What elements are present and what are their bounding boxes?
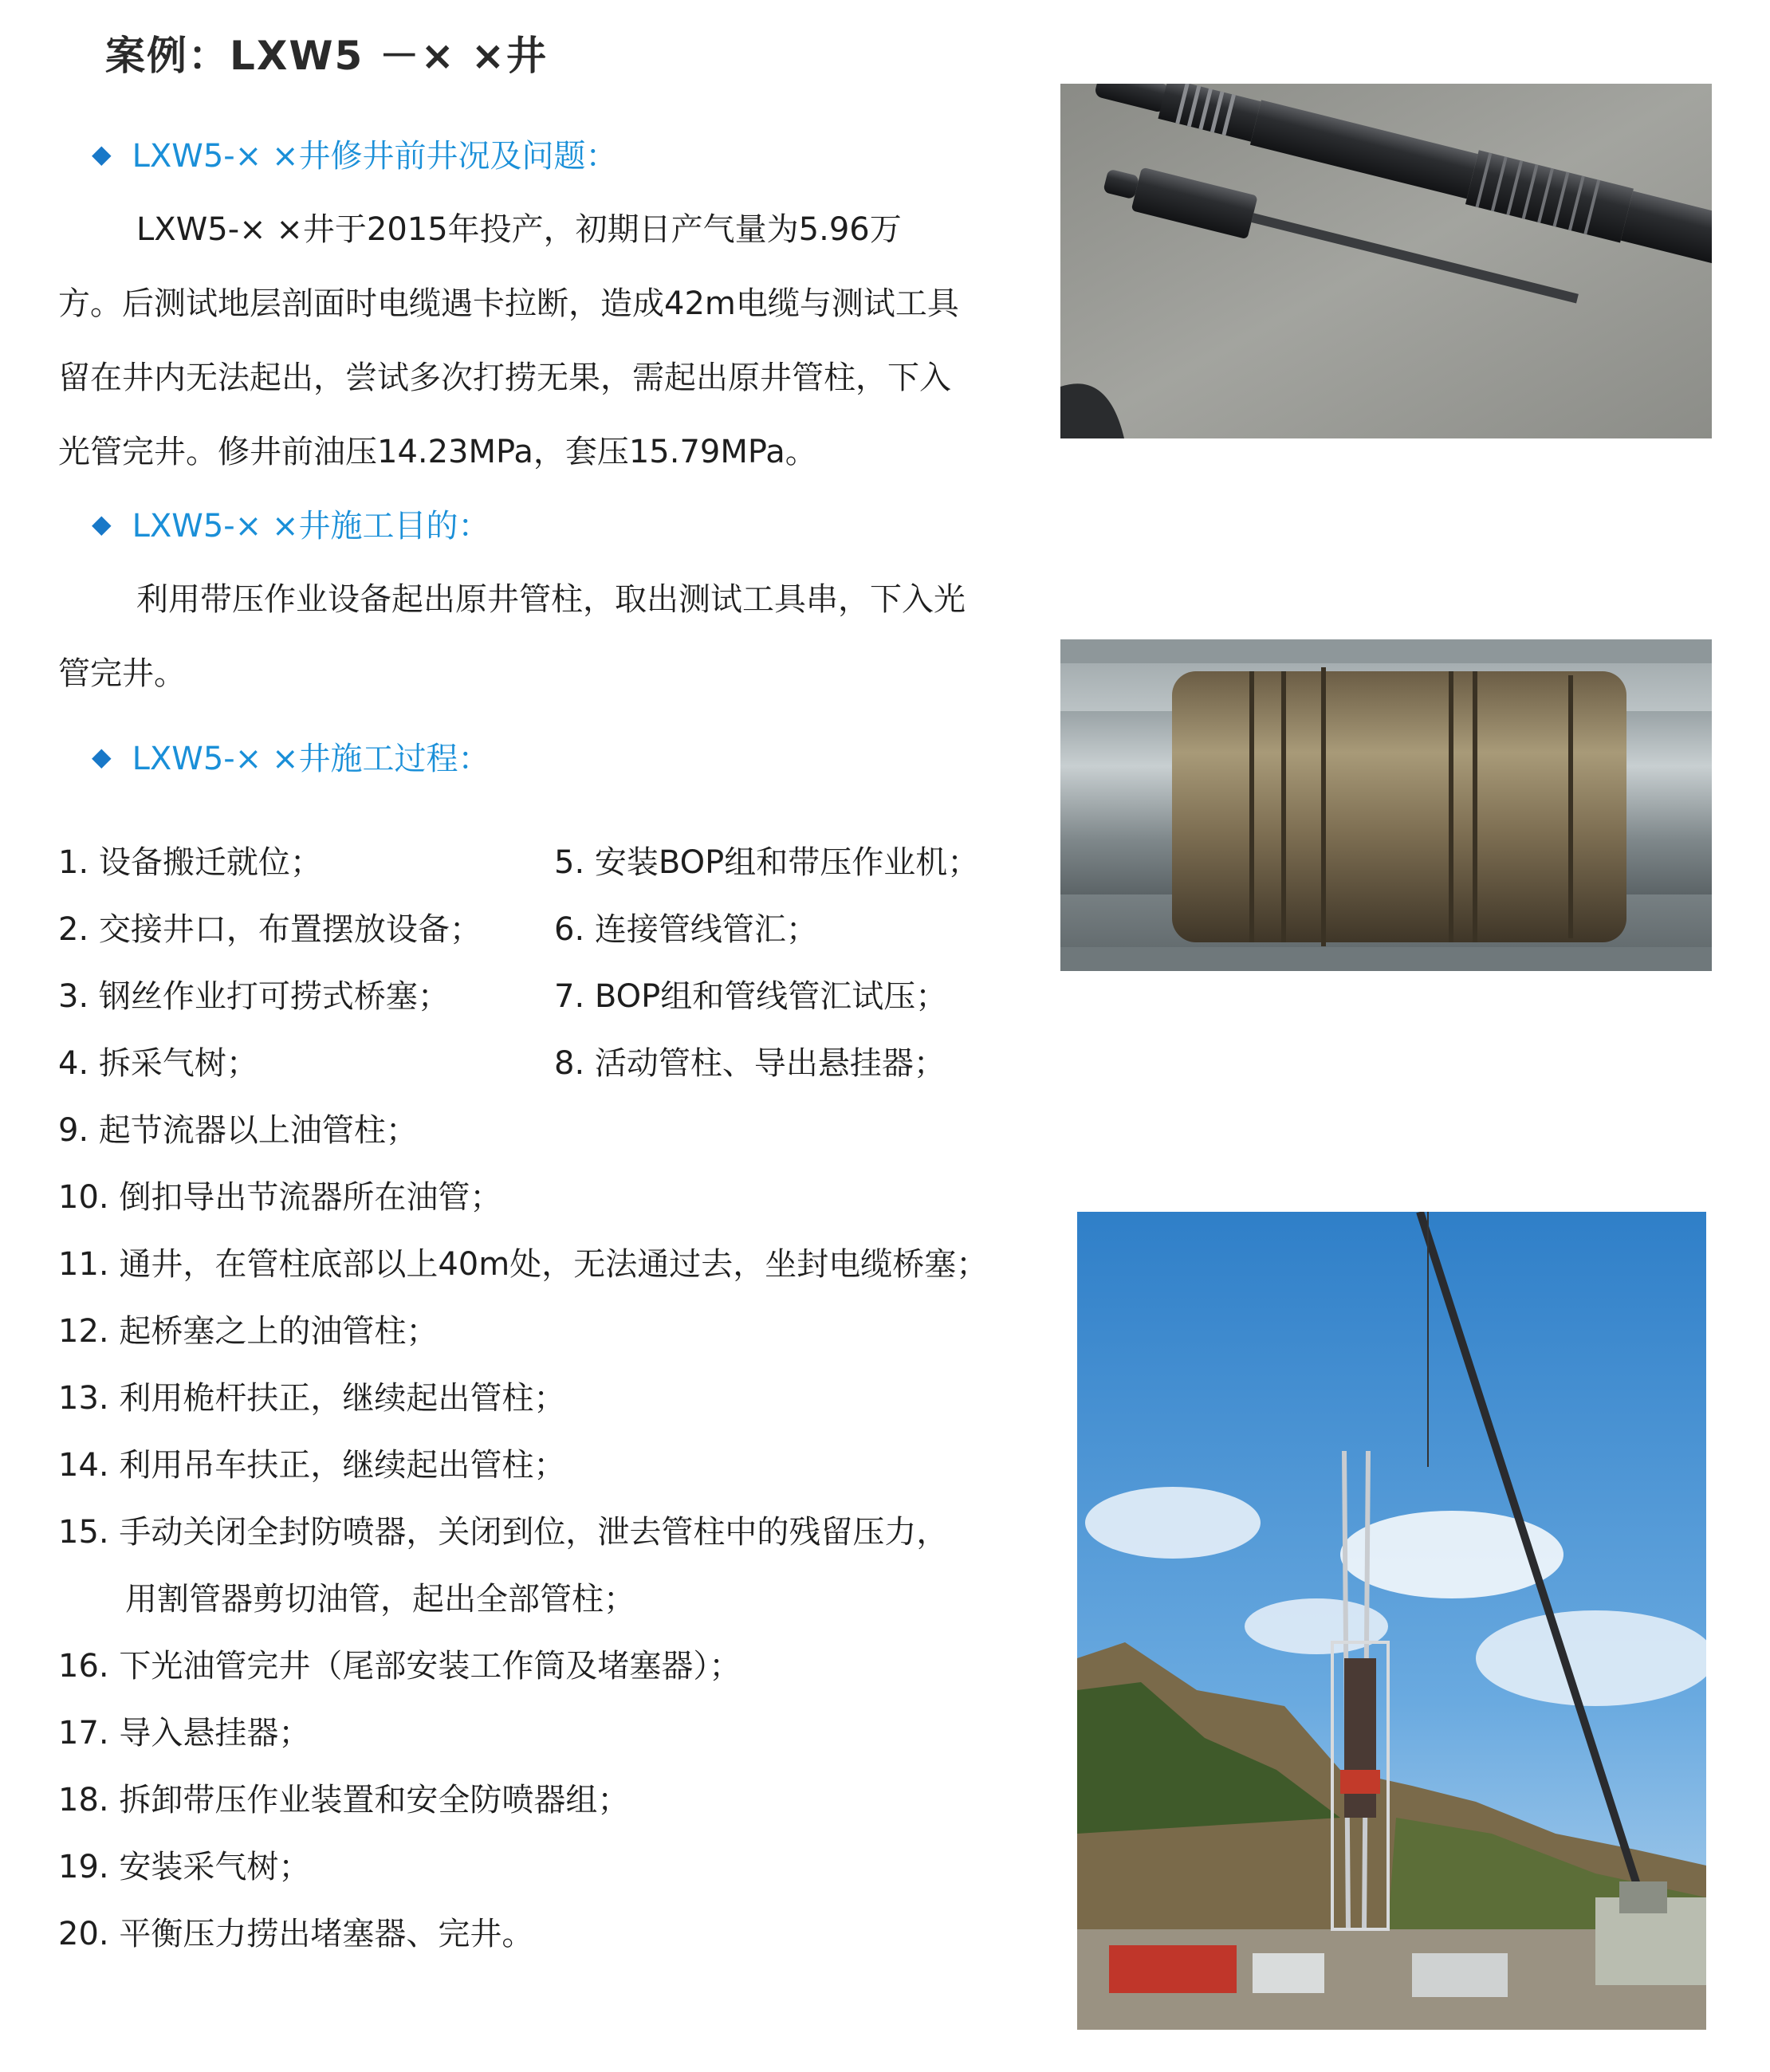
step-item: 11. 通井，在管柱底部以上40m处，无法通过去，坐封电缆桥塞；: [58, 1246, 989, 1283]
steps-list: [58, 1097, 988, 1968]
diamond-bullet-icon: ◆: [92, 508, 112, 539]
well-site-photo: [1077, 1212, 1706, 2030]
paragraph-line: 管完井。: [58, 655, 186, 692]
step-item: 2. 交接井口，布置摆放设备；: [58, 911, 482, 948]
step-item: 6. 连接管线管汇；: [554, 911, 818, 948]
tubing-closeup-image: [1060, 639, 1712, 971]
section-heading-problems: [92, 131, 617, 176]
tubing-closeup-photo: [1060, 639, 1712, 971]
step-item: 18. 拆卸带压作业装置和安全防喷器组；: [58, 1782, 630, 1818]
section-heading-purpose: [92, 501, 490, 546]
step-item: 14. 利用吊车扶正，继续起出管柱；: [58, 1447, 566, 1484]
step-item: 10. 倒扣导出节流器所在油管；: [58, 1179, 502, 1216]
tools-photo: [1060, 84, 1712, 438]
step-item: 15. 手动关闭全封防喷器，关闭到位，泄去管柱中的残留压力，: [58, 1514, 949, 1551]
step-item: 12. 起桥塞之上的油管柱；: [58, 1313, 439, 1350]
step-item: 9. 起节流器以上油管柱；: [58, 1112, 418, 1149]
paragraph-line: LXW5-× ×井于2015年投产，初期日产气量为5.96万: [136, 211, 902, 248]
section-heading-process: [92, 733, 490, 779]
section-paragraph-problems: [58, 193, 1023, 489]
section-paragraph-purpose: [58, 563, 1023, 711]
section-heading-text: LXW5-× ×井施工目的：: [132, 508, 490, 545]
steps-right-column: [554, 829, 979, 1097]
step-item: 16. 下光油管完井（尾部安装工作筒及堵塞器）；: [58, 1648, 741, 1685]
step-item: 19. 安装采气树；: [58, 1849, 311, 1885]
step-item: 1. 设备搬迁就位；: [58, 844, 322, 881]
paragraph-line: 利用带压作业设备起出原井管柱，取出测试工具串，下入光: [136, 581, 966, 618]
paragraph-line: 光管完井。修井前油压14.23MPa，套压15.79MPa。: [58, 434, 817, 470]
page-title: 案例：LXW5 －× ×井: [105, 33, 548, 79]
step-item-continuation: 用割管器剪切油管，起出全部管柱；: [125, 1581, 635, 1618]
step-item: 13. 利用桅杆扶正，继续起出管柱；: [58, 1380, 566, 1417]
step-item: 4. 拆采气树；: [58, 1045, 258, 1082]
diamond-bullet-icon: ◆: [92, 741, 112, 772]
step-item: 17. 导入悬挂器；: [58, 1715, 311, 1752]
section-heading-text: LXW5-× ×井修井前井况及问题：: [132, 138, 618, 175]
steps-left-column: [58, 829, 482, 1097]
section-heading-text: LXW5-× ×井施工过程：: [132, 741, 490, 777]
step-item: 20. 平衡压力捞出堵塞器、完井。: [58, 1916, 534, 1952]
paragraph-line: 留在井内无法起出，尝试多次打捞无果，需起出原井管柱，下入: [58, 360, 951, 396]
step-item: 5. 安装BOP组和带压作业机；: [554, 844, 980, 881]
step-item: 8. 活动管柱、导出悬挂器；: [554, 1045, 946, 1082]
well-site-image: [1077, 1212, 1706, 2030]
step-item: 3. 钢丝作业打可捞式桥塞；: [58, 978, 450, 1015]
tools-photo-image: [1060, 84, 1712, 438]
paragraph-line: 方。后测试地层剖面时电缆遇卡拉断，造成42m电缆与测试工具: [58, 285, 959, 322]
step-item: 7. BOP组和管线管汇试压；: [554, 978, 948, 1015]
diamond-bullet-icon: ◆: [92, 138, 112, 169]
